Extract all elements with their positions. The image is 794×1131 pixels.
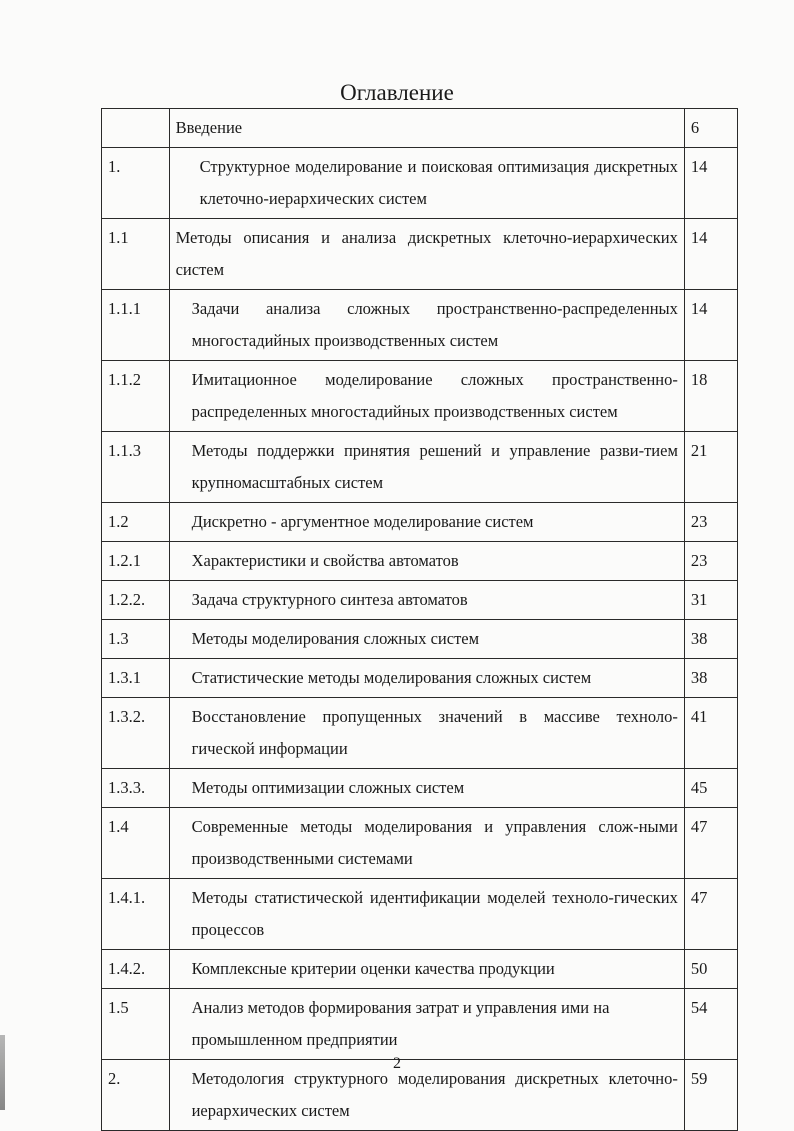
- toc-page: 23: [684, 503, 737, 542]
- toc-page: 14: [684, 219, 737, 290]
- toc-row: [102, 290, 738, 361]
- toc-row: [102, 432, 738, 503]
- toc-page: 21: [684, 432, 737, 503]
- toc-table: [101, 108, 738, 1131]
- toc-title: Комплексные критерии оценки качества продукции: [169, 950, 684, 989]
- page-number: 2: [393, 1055, 401, 1072]
- toc-number: 1.: [102, 148, 170, 219]
- toc-number: 1.2: [102, 503, 170, 542]
- toc-number: 1.1.1: [102, 290, 170, 361]
- toc-page: 47: [684, 808, 737, 879]
- toc-page: 47: [684, 879, 737, 950]
- toc-row: [102, 989, 738, 1060]
- toc-number: 1.4.1.: [102, 879, 170, 950]
- toc-number: 1.4: [102, 808, 170, 879]
- toc-row: [102, 219, 738, 290]
- toc-title: Анализ методов формирования затрат и управления ими на промышленном предприятии: [169, 989, 684, 1060]
- toc-number: 1.1.2: [102, 361, 170, 432]
- toc-row: [102, 620, 738, 659]
- toc-title: Дискретно - аргументное моделирование систем: [169, 503, 684, 542]
- toc-number: 2.: [102, 1060, 170, 1131]
- toc-page: 38: [684, 620, 737, 659]
- toc-page: 54: [684, 989, 737, 1060]
- toc-number: 1.2.1: [102, 542, 170, 581]
- toc-row: [102, 109, 738, 148]
- toc-title: Имитационное моделирование сложных пространственно-распределенных многостадийных производственных систем: [169, 361, 684, 432]
- toc-page: 41: [684, 698, 737, 769]
- toc-title: Методы моделирования сложных систем: [169, 620, 684, 659]
- page-title: Оглавление: [340, 80, 454, 105]
- toc-number: 1.2.2.: [102, 581, 170, 620]
- toc-title: Задача структурного синтеза автоматов: [169, 581, 684, 620]
- toc-page: 14: [684, 290, 737, 361]
- toc-title: Современные методы моделирования и управления слож-ными производственными системами: [169, 808, 684, 879]
- toc-number: 1.3.3.: [102, 769, 170, 808]
- toc-row: [102, 361, 738, 432]
- toc-row: [102, 542, 738, 581]
- toc-title: Методы поддержки принятия решений и управление разви-тием крупномасштабных систем: [169, 432, 684, 503]
- toc-number: [102, 109, 170, 148]
- toc-number: 1.3.1: [102, 659, 170, 698]
- toc-page: 38: [684, 659, 737, 698]
- toc-title: Задачи анализа сложных пространственно-распределенных многостадийных производственных систем: [169, 290, 684, 361]
- toc-row: [102, 659, 738, 698]
- toc-page: 59: [684, 1060, 737, 1131]
- toc-title: Методология структурного моделирования дискретных клеточно-иерархических систем: [169, 1060, 684, 1131]
- toc-title: Статистические методы моделирования сложных систем: [169, 659, 684, 698]
- toc-title: Характеристики и свойства автоматов: [169, 542, 684, 581]
- toc-number: 1.5: [102, 989, 170, 1060]
- toc-row: [102, 950, 738, 989]
- toc-row: [102, 503, 738, 542]
- toc-page: 31: [684, 581, 737, 620]
- toc-number: 1.3.2.: [102, 698, 170, 769]
- toc-page: 50: [684, 950, 737, 989]
- toc-page: 6: [684, 109, 737, 148]
- toc-page: 45: [684, 769, 737, 808]
- toc-page: 14: [684, 148, 737, 219]
- toc-number: 1.4.2.: [102, 950, 170, 989]
- toc-title: Восстановление пропущенных значений в массиве техноло-гической информации: [169, 698, 684, 769]
- toc-title: Структурное моделирование и поисковая оптимизация дискретных клеточно-иерархических систем: [169, 148, 684, 219]
- toc-title: Методы описания и анализа дискретных клеточно-иерархических систем: [169, 219, 684, 290]
- toc-number: 1.3: [102, 620, 170, 659]
- toc-title: Методы статистической идентификации моделей техноло-гических процессов: [169, 879, 684, 950]
- scan-edge-mark: [0, 1035, 5, 1110]
- toc-row: [102, 148, 738, 219]
- toc-number: 1.1.3: [102, 432, 170, 503]
- toc-page: 23: [684, 542, 737, 581]
- toc-row: [102, 769, 738, 808]
- toc-row: [102, 808, 738, 879]
- toc-row: [102, 879, 738, 950]
- toc-title: Введение: [169, 109, 684, 148]
- toc-page: 18: [684, 361, 737, 432]
- toc-row: [102, 581, 738, 620]
- toc-title: Методы оптимизации сложных систем: [169, 769, 684, 808]
- toc-number: 1.1: [102, 219, 170, 290]
- toc-row: [102, 698, 738, 769]
